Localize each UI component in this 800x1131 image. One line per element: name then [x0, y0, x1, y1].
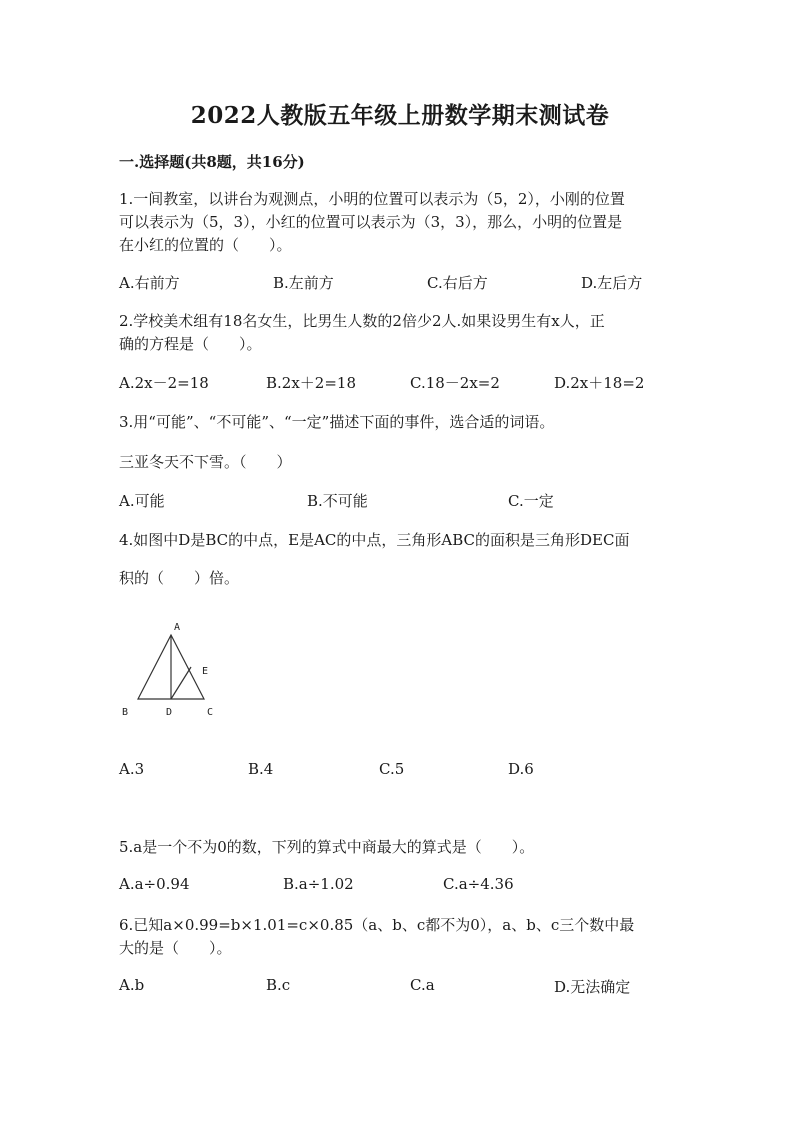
q4-option-c: C.5 — [379, 760, 405, 778]
vertex-label-c: C — [207, 707, 214, 718]
q5-option-a: A.a÷0.94 — [119, 875, 190, 893]
q1-line-1: 1.一间教室，以讲台为观测点，小明的位置可以表示为（5，2），小刚的位置 — [119, 190, 625, 208]
q3-line-2: 三亚冬天不下雪。（ ） — [119, 453, 292, 471]
q2-option-b: B.2x＋2=18 — [266, 374, 356, 392]
q4-option-b: B.4 — [248, 760, 274, 778]
q6-option-c: C.a — [410, 976, 435, 994]
q2-option-d: D.2x＋18=2 — [554, 374, 645, 392]
q2-line-2: 确的方程是（ ）。 — [119, 335, 262, 353]
section-heading: 一.选择题(共8题，共16分) — [119, 153, 305, 171]
q2-line-1: 2.学校美术组有18名女生，比男生人数的2倍少2人.如果设男生有x人，正 — [119, 312, 605, 330]
q3-line-1: 3.用“可能”、“不可能”、“一定”描述下面的事件，选合适的词语。 — [119, 413, 555, 431]
q6-option-a: A.b — [119, 976, 145, 994]
segment-de — [171, 667, 191, 699]
q6-line-2: 大的是（ ）。 — [119, 939, 232, 957]
triangle-figure — [112, 612, 232, 722]
q1-option-b: B.左前方 — [273, 274, 334, 292]
q4-option-a: A.3 — [119, 760, 145, 778]
q1-option-d: D.左后方 — [581, 274, 643, 292]
q3-option-c: C.一定 — [508, 492, 554, 510]
vertex-label-d: D — [166, 707, 173, 718]
q4-line-1: 4.如图中D是BC的中点，E是AC的中点，三角形ABC的面积是三角形DEC面 — [119, 531, 630, 549]
q4-option-d: D.6 — [508, 760, 534, 778]
q1-line-3: 在小红的位置的（ ）。 — [119, 236, 292, 254]
q6-option-b: B.c — [266, 976, 291, 994]
q5-option-b: B.a÷1.02 — [283, 875, 354, 893]
vertex-label-b: B — [122, 707, 129, 718]
q5-line-1: 5.a是一个不为0的数，下列的算式中商最大的算式是（ ）。 — [119, 838, 535, 856]
q6-line-1: 6.已知a×0.99=b×1.01=c×0.85（a、b、c都不为0），a、b、c三个数中最 — [119, 916, 635, 934]
q2-option-a: A.2x－2=18 — [119, 374, 209, 392]
q4-line-2: 积的（ ）倍。 — [119, 569, 240, 587]
page-title: 2022人教版五年级上册数学期末测试卷 — [190, 102, 610, 129]
q5-option-c: C.a÷4.36 — [443, 875, 514, 893]
q1-line-2: 可以表示为（5，3），小红的位置可以表示为（3，3），那么，小明的位置是 — [119, 213, 623, 231]
q6-option-d: D.无法确定 — [554, 978, 631, 996]
q3-option-b: B.不可能 — [307, 492, 368, 510]
q3-option-a: A.可能 — [119, 492, 165, 510]
q1-option-c: C.右后方 — [427, 274, 488, 292]
vertex-label-e: E — [202, 666, 209, 677]
q1-option-a: A.右前方 — [119, 274, 180, 292]
q2-option-c: C.18－2x=2 — [410, 374, 500, 392]
vertex-label-a: A — [174, 622, 181, 633]
